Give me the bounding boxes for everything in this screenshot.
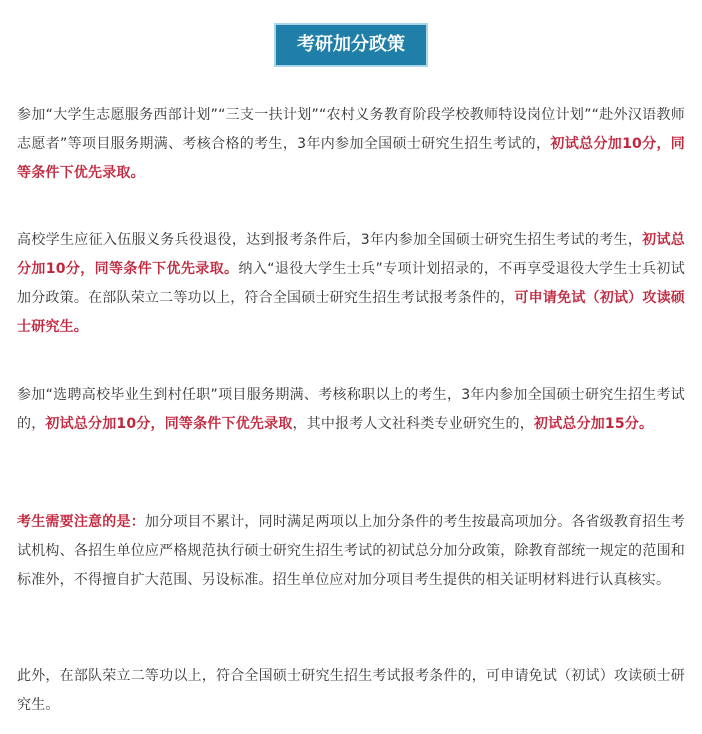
paragraph-text: 参加“大学生志愿服务西部计划”“三支一扶计划”“农村义务教育阶段学校教师特设岗位计划”“赴外汉语教师志愿者”等项目服务期满、考核合格的考生，3年内参加全国硕士研究生招生考试的， <box>17 107 685 152</box>
highlight-text: 初试总分加10分，同等条件下优先录取 <box>45 416 293 432</box>
highlight-text: 初试总分加15分。 <box>533 416 654 432</box>
paragraph-volunteer-programs <box>17 101 685 188</box>
paragraph-military-service <box>17 226 685 342</box>
highlight-text: 可申请免试（初试）攻读硕士研究生。 <box>17 290 685 335</box>
paragraph-text: 加分项目不累计，同时满足两项以上加分条件的考生按最高项加分。各省级教育招生考试机构、各招生单位应严格规范执行硕士研究生招生考试的初试总分加分政策，除教育部统一规定的范围和标准外，不得擅自扩大范围、另设标准。招生单位应对加分项目考生提供的相关证明材料进行认真核实。 <box>17 514 685 588</box>
paragraph-text: 参加“选聘高校毕业生到村任职”项目服务期满、考核称职以上的考生，3年内参加全国硕士研究生招生考试的， <box>17 387 685 432</box>
highlight-text: 初试总分加10分，同等条件下优先录取。 <box>17 136 685 181</box>
paragraph-text: ，其中报考人文社科类专业研究生的， <box>292 416 534 432</box>
paragraph-text: 高校学生应征入伍服义务兵役退役，达到报考条件后，3年内参加全国硕士研究生招生考试的考生， <box>17 232 643 248</box>
paragraph-notice <box>17 508 685 595</box>
highlight-text: 初试总分加10分，同等条件下优先录取。 <box>17 232 685 277</box>
paragraph-exemption <box>17 662 685 720</box>
paragraph-text: 此外，在部队荣立二等功以上，符合全国硕士研究生招生考试报考条件的，可申请免试（初试）攻读硕士研究生。 <box>17 668 685 713</box>
notice-label: 考生需要注意的是： <box>17 514 145 530</box>
paragraph-text: 纳入“退役大学生士兵”专项计划招录的，不再享受退役大学生士兵初试加分政策。在部队荣立二等功以上，符合全国硕士研究生招生考试报考条件的， <box>17 261 686 306</box>
title-wrapper <box>0 23 702 67</box>
paragraph-village-official <box>17 381 685 439</box>
page-title: 考研加分政策 <box>274 23 428 67</box>
